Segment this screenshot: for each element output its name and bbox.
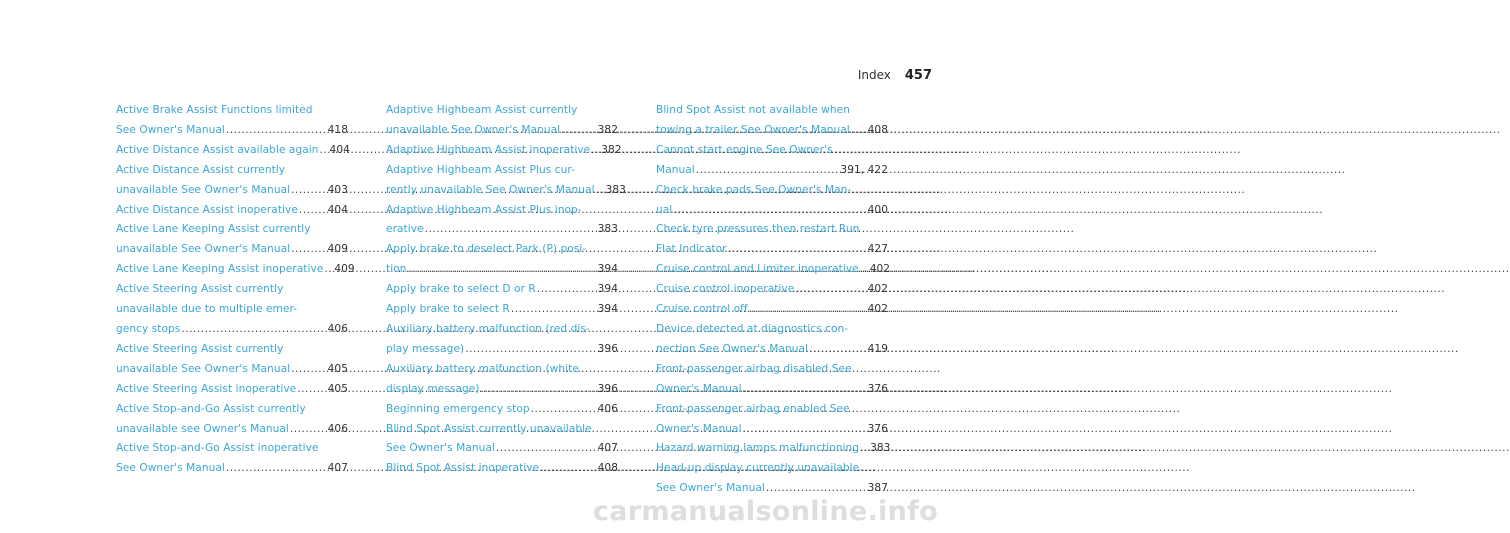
index-entry-text[interactable]: Adaptive Highbeam Assist inoperative xyxy=(386,143,591,156)
index-entry-line[interactable] xyxy=(116,161,348,181)
leader-dots xyxy=(809,340,862,360)
index-entry-line[interactable] xyxy=(116,121,348,141)
page-reference[interactable]: 406 xyxy=(327,422,348,435)
index-entry-text[interactable]: Active Distance Assist inoperative xyxy=(116,203,298,216)
index-entry-text[interactable]: unavailable See Owner's Manual xyxy=(116,243,291,256)
index-entry-text[interactable]: ual xyxy=(656,203,673,216)
index-entry-text[interactable]: See Owner's Manual xyxy=(656,482,765,495)
index-entry-text[interactable]: Front-passenger airbag disabled See xyxy=(656,362,852,375)
watermark: carmanualsonline.info xyxy=(592,496,938,527)
leader-dots xyxy=(743,420,862,440)
index-entry-line[interactable] xyxy=(386,400,618,420)
leader-dots xyxy=(596,181,600,201)
index-entry-text[interactable]: Active Steering Assist inoperative xyxy=(116,382,297,395)
leader-dots xyxy=(496,439,592,459)
index-entry-line[interactable] xyxy=(116,340,348,360)
index-entry-line[interactable] xyxy=(116,300,348,320)
index-entry-line[interactable] xyxy=(656,360,888,380)
index-entry-line[interactable] xyxy=(386,201,618,221)
leader-dots xyxy=(226,459,322,479)
leader-dots xyxy=(743,380,862,400)
index-entry-text[interactable]: Check tyre pressures then restart Run xyxy=(656,223,860,236)
index-entry-text[interactable]: erative xyxy=(386,223,424,236)
index-entry-line[interactable] xyxy=(656,400,888,420)
index-entry-text[interactable]: Active Steering Assist currently xyxy=(116,342,284,355)
leader-dots xyxy=(749,300,862,320)
index-entry-line[interactable] xyxy=(116,360,348,380)
index-entry-line[interactable] xyxy=(656,459,888,479)
index-entry-line[interactable] xyxy=(656,240,888,260)
index-entry-text[interactable]: play message) xyxy=(386,342,465,355)
index-entry-line[interactable] xyxy=(116,380,348,400)
leader-dots xyxy=(425,220,592,240)
index-column-3 xyxy=(656,101,891,499)
leader-dots xyxy=(181,320,321,340)
index-entry-text[interactable]: Active Brake Assist Functions limited xyxy=(116,104,313,116)
leader-dots xyxy=(290,420,322,440)
page-reference[interactable]: 376 xyxy=(867,382,888,395)
index-entry-text[interactable]: Hazard warning lamps malfunctioning xyxy=(656,442,860,455)
index-entry-text[interactable]: Blind Spot Assist currently unavailable xyxy=(386,422,592,435)
index-entry-text[interactable]: Manual xyxy=(656,163,695,176)
index-entry-text[interactable]: Active Distance Assist available again xyxy=(116,143,319,156)
index-entry-text[interactable]: nection See Owner's Manual xyxy=(656,342,809,355)
index-entry-text[interactable]: Active Distance Assist currently xyxy=(116,163,286,176)
index-entry-line[interactable] xyxy=(116,201,348,221)
index-entry-text[interactable]: gency stops xyxy=(116,322,181,335)
index-entry-text[interactable]: Active Stop-and-Go Assist inoperative xyxy=(116,442,319,455)
leader-dots xyxy=(540,459,591,479)
index-entry-line[interactable] xyxy=(656,220,888,240)
index-entry-text[interactable]: Apply brake to select R xyxy=(386,303,510,316)
index-entry-text[interactable]: Cruise control and Limiter inoperative xyxy=(656,263,859,276)
index-entry-line[interactable] xyxy=(656,420,888,440)
page-reference[interactable]: 407 xyxy=(597,442,618,455)
index-entry-line[interactable] xyxy=(386,439,618,459)
index-entry-line[interactable] xyxy=(656,121,888,141)
index-entry-line[interactable] xyxy=(386,141,622,161)
index-entry-text[interactable]: rently unavailable See Owner's Manual xyxy=(386,183,595,196)
index-entry-text[interactable]: Auxiliary battery malfunction (red dis- xyxy=(386,322,590,335)
page-reference[interactable]: 409 xyxy=(327,243,348,256)
leader-dots xyxy=(297,380,321,400)
page-reference[interactable]: 402 xyxy=(867,283,888,296)
page-reference[interactable]: 383 xyxy=(597,223,618,236)
index-entry-line[interactable] xyxy=(656,141,888,161)
index-entry-line[interactable] xyxy=(386,101,618,121)
leader-dots xyxy=(795,280,861,300)
index-entry-text[interactable]: Blind Spot Assist not available when xyxy=(656,104,850,116)
index-entry-line[interactable] xyxy=(116,320,348,340)
index-entry-text[interactable]: Apply brake to select D or R xyxy=(386,283,536,296)
page-reference[interactable]: 387 xyxy=(867,482,888,495)
leader-dots xyxy=(408,260,592,280)
index-entry-text[interactable]: Device detected at diagnostics con- xyxy=(656,322,849,335)
leader-dots xyxy=(673,201,861,221)
index-entry-text[interactable]: Adaptive Highbeam Assist currently xyxy=(386,104,578,116)
leader-dots xyxy=(531,400,592,420)
index-entry-line[interactable] xyxy=(386,420,618,440)
index-entry-text[interactable]: See Owner's Manual xyxy=(116,123,225,136)
index-entry-text[interactable]: Cruise control inoperative xyxy=(656,283,795,296)
leader-dots xyxy=(324,260,328,280)
index-entry-line[interactable] xyxy=(656,181,888,201)
index-entry-text[interactable]: tion xyxy=(386,263,407,276)
page-reference[interactable]: 418 xyxy=(327,123,348,136)
index-entry-text[interactable]: unavailable See Owner's Manual xyxy=(116,183,291,196)
index-entry-text[interactable]: Active Stop-and-Go Assist currently xyxy=(116,402,306,415)
index-entry-line[interactable] xyxy=(656,201,888,221)
index-entry-line[interactable] xyxy=(386,459,618,479)
section-title: Index xyxy=(857,68,891,82)
index-entry-line[interactable] xyxy=(116,101,348,121)
leader-dots xyxy=(291,181,322,201)
index-column-1 xyxy=(116,101,355,479)
index-entry-line[interactable] xyxy=(386,300,618,320)
leader-dots xyxy=(320,141,324,161)
leader-dots xyxy=(728,240,862,260)
index-entry-line[interactable] xyxy=(386,280,618,300)
leader-dots xyxy=(537,280,592,300)
index-entry-text[interactable]: Apply brake to deselect Park (P) posi- xyxy=(386,243,587,256)
page-number: 457 xyxy=(904,68,932,83)
index-entry-line[interactable] xyxy=(656,161,888,181)
index-entry-text[interactable]: Front-passenger airbag enabled See xyxy=(656,402,850,415)
page-reference[interactable]: 404 xyxy=(329,143,350,156)
index-entry-text[interactable]: towing a trailer See Owner's Manual xyxy=(656,123,850,136)
page-reference[interactable]: 419 xyxy=(867,342,888,355)
page-reference[interactable]: 400 xyxy=(867,203,888,216)
page-reference[interactable]: 407 xyxy=(327,462,348,475)
leader-dots xyxy=(481,380,592,400)
index-entry-text[interactable]: Head-up display currently unavailable xyxy=(656,462,860,475)
index-entry-line[interactable] xyxy=(656,340,888,360)
leader-dots xyxy=(851,121,862,141)
index-entry-line[interactable] xyxy=(116,439,348,459)
page-reference[interactable]: 383 xyxy=(870,442,891,455)
index-entry-line[interactable] xyxy=(656,260,891,280)
index-entry-line[interactable] xyxy=(386,121,618,141)
index-entry-line[interactable] xyxy=(116,280,348,300)
index-entry-text[interactable]: Blind Spot Assist inoperative xyxy=(386,462,540,475)
page-reference[interactable]: 382 xyxy=(601,143,622,156)
index-entry-line[interactable] xyxy=(656,101,888,121)
page-reference[interactable]: 427 xyxy=(867,243,888,256)
index-entry-text[interactable]: unavailable See Owner's Manual xyxy=(386,123,561,136)
index-entry-line[interactable] xyxy=(656,280,888,300)
page-reference[interactable]: 396 xyxy=(597,382,618,395)
index-entry-line[interactable] xyxy=(656,320,888,340)
page-reference[interactable]: 402 xyxy=(867,303,888,316)
page-reference[interactable]: 394 xyxy=(597,303,618,316)
page-reference[interactable]: 394 xyxy=(597,283,618,296)
index-entry-line[interactable] xyxy=(386,220,618,240)
index-entry-text[interactable]: unavailable See Owner's Manual xyxy=(116,362,291,375)
index-entry-text[interactable]: See Owner's Manual xyxy=(386,442,495,455)
index-entry-line[interactable] xyxy=(386,360,618,380)
index-entry-text[interactable]: Active Steering Assist currently xyxy=(116,283,284,296)
index-entry-line[interactable] xyxy=(386,181,626,201)
index-entry-line[interactable] xyxy=(386,161,618,181)
index-entry-text[interactable]: Cannot start engine See Owner's xyxy=(656,143,833,156)
page-reference[interactable]: 404 xyxy=(327,203,348,216)
leader-dots xyxy=(226,121,322,141)
index-entry-line[interactable] xyxy=(116,141,348,161)
leader-dots xyxy=(860,439,864,459)
index-entry-line[interactable] xyxy=(116,260,355,280)
page-reference[interactable]: 408 xyxy=(867,123,888,136)
leader-dots xyxy=(299,201,322,221)
index-column-2 xyxy=(386,101,626,479)
page-reference[interactable]: 402 xyxy=(869,263,891,276)
index-entry-text[interactable]: Flat Indicator xyxy=(656,243,727,256)
page-reference[interactable]: 406 xyxy=(327,322,348,335)
index-entry-text[interactable]: Adaptive Highbeam Assist Plus cur- xyxy=(386,163,575,176)
index-entry-line[interactable] xyxy=(656,300,888,320)
index-entry-text[interactable]: Active Lane Keeping Assist currently xyxy=(116,223,311,236)
leader-dots xyxy=(860,260,864,280)
index-entry-text[interactable]: Adaptive Highbeam Assist Plus inop- xyxy=(386,203,582,216)
index-entry-line[interactable] xyxy=(656,439,891,459)
page-reference[interactable]: 405 xyxy=(327,362,348,375)
leader-dots xyxy=(291,360,322,380)
index-entry-line[interactable] xyxy=(116,400,348,420)
index-entry-text[interactable]: unavailable due to multiple emer- xyxy=(116,303,298,316)
page-reference[interactable]: 409 xyxy=(334,263,355,276)
index-entry-text[interactable]: display message) xyxy=(386,382,480,395)
page-reference[interactable]: 382 xyxy=(597,123,618,136)
index-entry-line[interactable] xyxy=(386,320,618,340)
leader-dots xyxy=(511,300,592,320)
index-entry-line[interactable] xyxy=(386,340,618,360)
index-entry-text[interactable]: See Owner's Manual xyxy=(116,462,225,475)
page-reference[interactable]: 408 xyxy=(597,462,618,475)
index-entry-line[interactable] xyxy=(656,380,888,400)
page-reference[interactable]: 405 xyxy=(327,382,348,395)
leader-dots xyxy=(465,340,591,360)
index-entry-line[interactable] xyxy=(116,240,348,260)
index-entry-line[interactable] xyxy=(116,181,348,201)
page-reference[interactable]: 383 xyxy=(605,183,626,196)
index-entry-text[interactable]: unavailable see Owner's Manual xyxy=(116,422,289,435)
index-entry-line[interactable] xyxy=(386,260,618,280)
page-reference[interactable]: 394 xyxy=(597,263,618,276)
index-entry-text[interactable]: Active Lane Keeping Assist inoperative xyxy=(116,263,324,276)
page-reference[interactable]: 406 xyxy=(597,402,618,415)
index-entry-line[interactable] xyxy=(116,459,348,479)
index-entry-line[interactable] xyxy=(116,220,348,240)
page-reference[interactable]: 391, 422 xyxy=(840,163,888,176)
leader-dots xyxy=(291,240,322,260)
index-entry-text[interactable]: Check brake pads See Owner's Man- xyxy=(656,183,852,196)
index-entry-text[interactable]: Owner's Manual xyxy=(656,382,742,395)
index-entry-text[interactable]: Cruise control off xyxy=(656,303,748,316)
index-entry-line[interactable] xyxy=(386,240,618,260)
index-entry-text[interactable]: Auxiliary battery malfunction (white xyxy=(386,362,579,375)
page-header xyxy=(858,68,932,83)
leader-dots xyxy=(561,121,592,141)
leader-dots xyxy=(591,141,595,161)
index-entry-line[interactable] xyxy=(386,380,618,400)
leader-dots xyxy=(696,161,835,181)
index-entry-line[interactable] xyxy=(116,420,348,440)
page-reference[interactable]: 396 xyxy=(597,342,618,355)
page-reference[interactable]: 376 xyxy=(867,422,888,435)
index-entry-text[interactable]: Owner's Manual xyxy=(656,422,742,435)
page-reference[interactable]: 403 xyxy=(327,183,348,196)
index-entry-text[interactable]: Beginning emergency stop xyxy=(386,402,530,415)
